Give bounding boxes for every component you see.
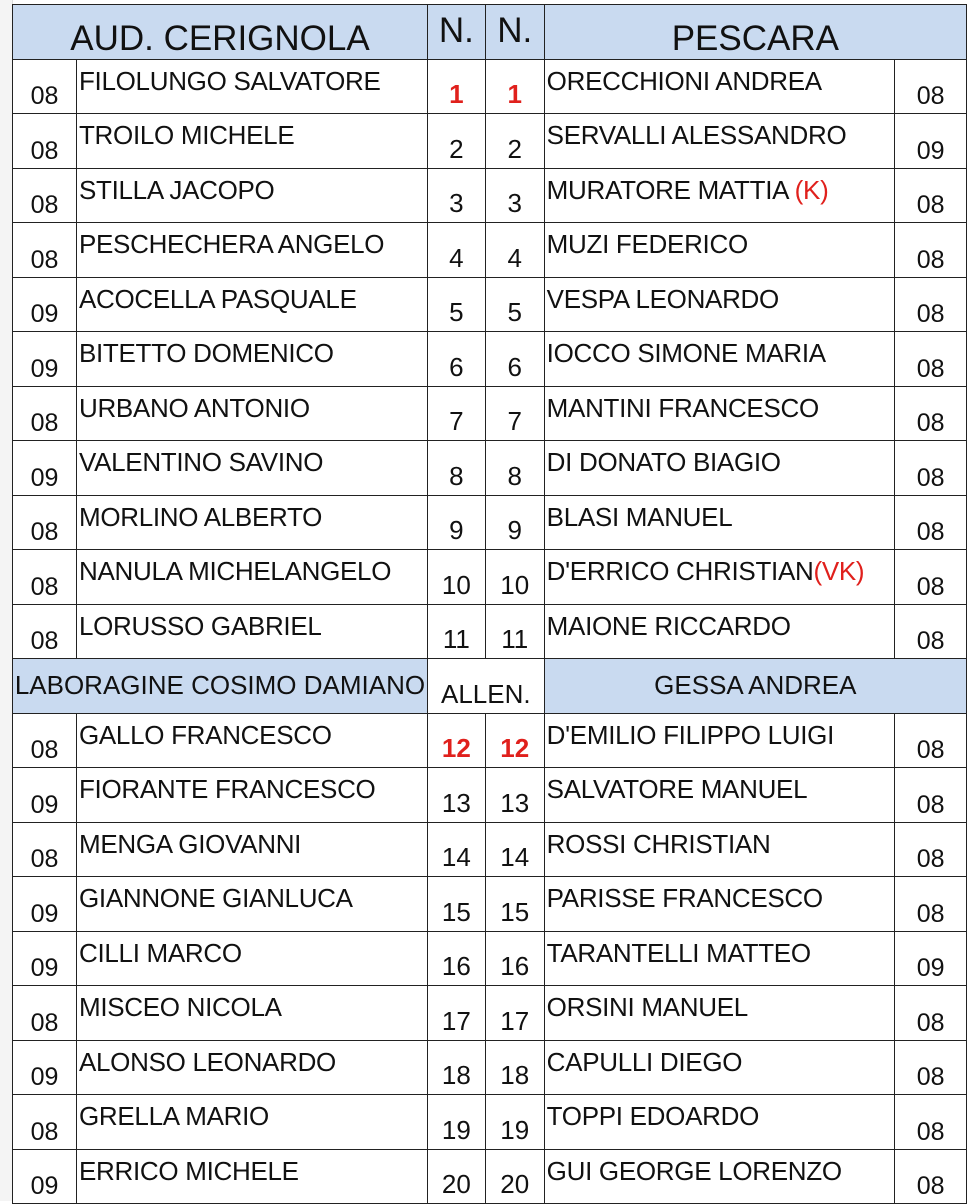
away-player-name	[544, 1040, 895, 1095]
home-player-name: NANULA MICHELANGELO	[76, 550, 427, 605]
away-player-name	[544, 768, 895, 823]
away-player-name	[544, 931, 895, 986]
player-row	[13, 441, 967, 496]
lineup-table	[12, 4, 967, 1204]
home-shirt-number: 13	[427, 768, 485, 823]
home-shirt-number: 6	[427, 332, 485, 387]
home-shirt-number: 5	[427, 277, 485, 332]
player-row	[13, 114, 967, 169]
away-player-name	[544, 1095, 895, 1150]
away-birth-year: 09	[895, 114, 967, 169]
player-row	[13, 1149, 967, 1204]
home-player-name: MISCEO NICOLA	[76, 986, 427, 1041]
away-birth-year: 08	[895, 713, 967, 768]
away-player-name-text: SALVATORE MANUEL	[546, 774, 808, 804]
player-row	[13, 768, 967, 823]
captain-tag: (VK)	[813, 556, 865, 586]
home-player-name: VALENTINO SAVINO	[76, 441, 427, 496]
home-birth-year: 08	[13, 1095, 77, 1150]
away-shirt-number: 20	[485, 1149, 544, 1204]
home-shirt-number: 9	[427, 495, 485, 550]
home-player-name: URBANO ANTONIO	[76, 386, 427, 441]
away-player-name-text: PARISSE FRANCESCO	[546, 883, 823, 913]
away-player-name-text: CAPULLI DIEGO	[546, 1046, 743, 1077]
away-shirt-number: 9	[485, 495, 544, 550]
home-shirt-number: 8	[427, 441, 485, 496]
home-shirt-number: 12	[427, 713, 485, 768]
away-player-name-text: MANTINI FRANCESCO	[546, 392, 819, 423]
away-birth-year: 08	[895, 223, 967, 278]
away-player-name-text: BLASI MANUEL	[546, 501, 733, 532]
home-player-name: BITETTO DOMENICO	[76, 332, 427, 387]
away-player-name	[544, 386, 895, 441]
player-row	[13, 877, 967, 932]
away-player-name	[544, 495, 895, 550]
away-player-name-text: ROSSI CHRISTIAN	[546, 828, 771, 859]
player-row	[13, 277, 967, 332]
home-birth-year: 08	[13, 168, 77, 223]
home-player-name: FILOLUNGO SALVATORE	[76, 59, 427, 114]
away-shirt-number: 7	[485, 386, 544, 441]
home-player-name: GALLO FRANCESCO	[76, 713, 427, 768]
home-birth-year: 08	[13, 822, 77, 877]
away-team-title: PESCARA	[544, 5, 966, 60]
away-player-name	[544, 604, 895, 659]
away-birth-year: 08	[895, 877, 967, 932]
home-team-title: AUD. CERIGNOLA	[13, 5, 428, 60]
home-shirt-number: 19	[427, 1095, 485, 1150]
away-player-name	[544, 550, 895, 605]
away-player-name-text: IOCCO SIMONE MARIA	[546, 338, 826, 368]
away-shirt-number: 16	[485, 931, 544, 986]
away-shirt-number: 13	[485, 768, 544, 823]
home-birth-year: 08	[13, 495, 77, 550]
away-player-name-text: MAIONE RICCARDO	[546, 610, 791, 641]
home-birth-year: 08	[13, 986, 77, 1041]
away-birth-year: 08	[895, 59, 967, 114]
player-row	[13, 386, 967, 441]
home-birth-year: 09	[13, 877, 77, 932]
away-birth-year: 08	[895, 1095, 967, 1150]
player-row	[13, 1040, 967, 1095]
home-shirt-number: 15	[427, 877, 485, 932]
player-row	[13, 604, 967, 659]
away-player-name-text: TOPPI EDOARDO	[546, 1101, 759, 1131]
captain-tag: (K)	[794, 174, 829, 205]
away-shirt-number: 15	[485, 877, 544, 932]
away-player-name	[544, 877, 895, 932]
home-player-name: STILLA JACOPO	[76, 168, 427, 223]
away-birth-year: 08	[895, 386, 967, 441]
away-player-name	[544, 713, 895, 768]
away-shirt-number: 17	[485, 986, 544, 1041]
home-shirt-number: 2	[427, 114, 485, 169]
player-row	[13, 931, 967, 986]
away-shirt-number: 5	[485, 277, 544, 332]
away-player-name-text: DI DONATO BIAGIO	[546, 447, 781, 477]
player-row	[13, 495, 967, 550]
away-birth-year: 08	[895, 986, 967, 1041]
away-shirt-number: 10	[485, 550, 544, 605]
player-row	[13, 1095, 967, 1150]
away-player-name	[544, 332, 895, 387]
player-row	[13, 168, 967, 223]
away-shirt-number: 6	[485, 332, 544, 387]
coach-label: ALLEN.	[427, 659, 544, 714]
home-number-header: N.	[427, 5, 485, 60]
away-player-name-text: VESPA LEONARDO	[546, 283, 779, 314]
home-player-name: LORUSSO GABRIEL	[76, 604, 427, 659]
home-shirt-number: 7	[427, 386, 485, 441]
home-birth-year: 09	[13, 441, 77, 496]
away-birth-year: 08	[895, 822, 967, 877]
home-player-name: MORLINO ALBERTO	[76, 495, 427, 550]
home-shirt-number: 1	[427, 59, 485, 114]
player-row	[13, 332, 967, 387]
home-birth-year: 09	[13, 931, 77, 986]
home-player-name: CILLI MARCO	[76, 931, 427, 986]
away-birth-year: 08	[895, 277, 967, 332]
home-shirt-number: 4	[427, 223, 485, 278]
away-shirt-number: 3	[485, 168, 544, 223]
home-birth-year: 09	[13, 768, 77, 823]
coach-row	[13, 659, 967, 714]
away-birth-year: 08	[895, 168, 967, 223]
home-shirt-number: 16	[427, 931, 485, 986]
away-player-name-text: TARANTELLI MATTEO	[546, 937, 811, 968]
away-player-name	[544, 1149, 895, 1204]
home-shirt-number: 3	[427, 168, 485, 223]
away-birth-year: 09	[895, 931, 967, 986]
away-birth-year: 08	[895, 768, 967, 823]
player-row	[13, 550, 967, 605]
player-row	[13, 713, 967, 768]
away-shirt-number: 12	[485, 713, 544, 768]
home-player-name: ACOCELLA PASQUALE	[76, 277, 427, 332]
away-player-name-text: MURATORE MATTIA	[546, 174, 795, 205]
away-birth-year: 08	[895, 332, 967, 387]
away-player-name	[544, 822, 895, 877]
away-player-name	[544, 986, 895, 1041]
away-birth-year: 08	[895, 441, 967, 496]
home-player-name: MENGA GIOVANNI	[76, 822, 427, 877]
away-player-name	[544, 441, 895, 496]
home-birth-year: 08	[13, 550, 77, 605]
away-player-name	[544, 59, 895, 114]
home-player-name: TROILO MICHELE	[76, 114, 427, 169]
away-player-name-text: MUZI FEDERICO	[546, 229, 748, 259]
away-player-name	[544, 223, 895, 278]
away-player-name	[544, 114, 895, 169]
header-row	[13, 5, 967, 60]
away-player-name-text: GUI GEORGE LORENZO	[546, 1155, 842, 1186]
away-shirt-number: 14	[485, 822, 544, 877]
home-birth-year: 08	[13, 114, 77, 169]
home-shirt-number: 14	[427, 822, 485, 877]
away-birth-year: 08	[895, 604, 967, 659]
away-shirt-number: 8	[485, 441, 544, 496]
home-birth-year: 09	[13, 332, 77, 387]
home-birth-year: 08	[13, 59, 77, 114]
home-coach: LABORAGINE COSIMO DAMIANO	[13, 659, 428, 714]
home-shirt-number: 18	[427, 1040, 485, 1095]
away-player-name-text: ORECCHIONI ANDREA	[546, 65, 822, 96]
home-player-name: ALONSO LEONARDO	[76, 1040, 427, 1095]
home-birth-year: 08	[13, 604, 77, 659]
away-number-header: N.	[485, 5, 544, 60]
away-birth-year: 08	[895, 550, 967, 605]
home-shirt-number: 10	[427, 550, 485, 605]
home-player-name: FIORANTE FRANCESCO	[76, 768, 427, 823]
away-shirt-number: 1	[485, 59, 544, 114]
away-player-name-text: D'ERRICO CHRISTIAN	[546, 556, 814, 586]
home-shirt-number: 11	[427, 604, 485, 659]
home-player-name: PESCHECHERA ANGELO	[76, 223, 427, 278]
home-birth-year: 08	[13, 223, 77, 278]
away-shirt-number: 19	[485, 1095, 544, 1150]
away-shirt-number: 2	[485, 114, 544, 169]
away-birth-year: 08	[895, 1040, 967, 1095]
away-player-name-text: D'EMILIO FILIPPO LUIGI	[546, 719, 834, 750]
home-player-name: GIANNONE GIANLUCA	[76, 877, 427, 932]
home-player-name: ERRICO MICHELE	[76, 1149, 427, 1204]
away-shirt-number: 11	[485, 604, 544, 659]
away-coach: GESSA ANDREA	[544, 659, 966, 714]
home-birth-year: 08	[13, 386, 77, 441]
player-row	[13, 822, 967, 877]
away-player-name	[544, 168, 895, 223]
away-player-name	[544, 277, 895, 332]
away-shirt-number: 18	[485, 1040, 544, 1095]
player-row	[13, 223, 967, 278]
home-shirt-number: 20	[427, 1149, 485, 1204]
away-birth-year: 08	[895, 1149, 967, 1204]
home-birth-year: 09	[13, 1040, 77, 1095]
home-birth-year: 08	[13, 713, 77, 768]
away-shirt-number: 4	[485, 223, 544, 278]
home-player-name: GRELLA MARIO	[76, 1095, 427, 1150]
home-birth-year: 09	[13, 277, 77, 332]
home-shirt-number: 17	[427, 986, 485, 1041]
away-player-name-text: SERVALLI ALESSANDRO	[546, 120, 847, 150]
home-birth-year: 09	[13, 1149, 77, 1204]
away-birth-year: 08	[895, 495, 967, 550]
player-row	[13, 986, 967, 1041]
away-player-name-text: ORSINI MANUEL	[546, 992, 748, 1022]
player-row	[13, 59, 967, 114]
